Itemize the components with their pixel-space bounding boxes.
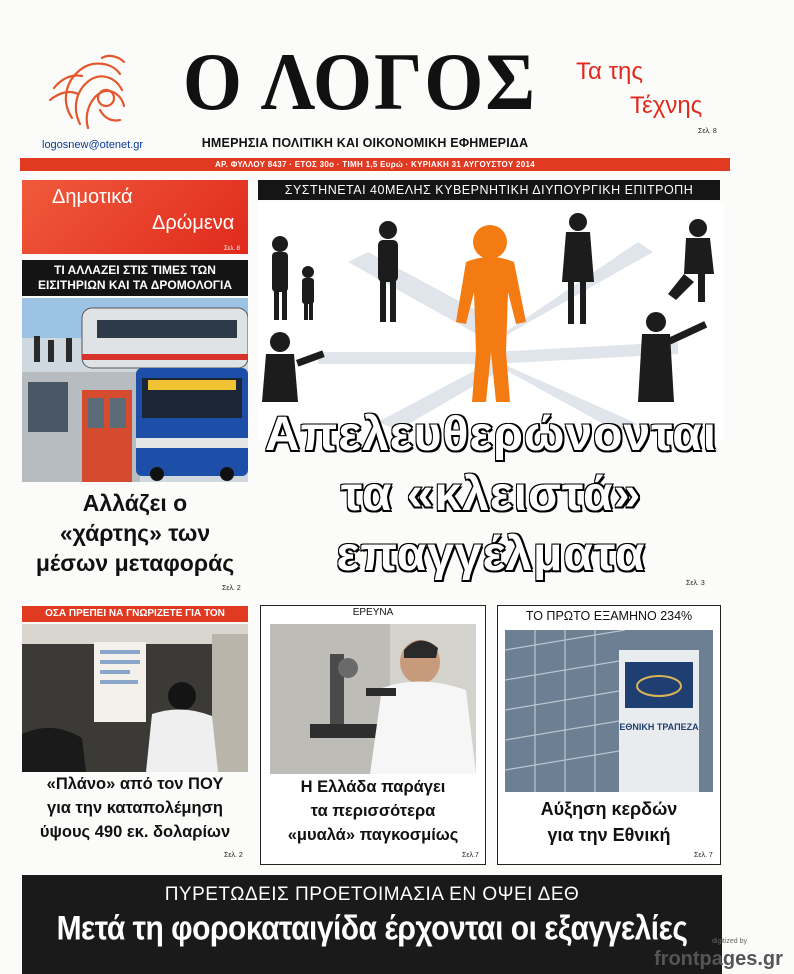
masthead-subtitle: ΗΜΕΡΗΣΙΑ ΠΟΛΙΤΙΚΗ ΚΑΙ ΟΙΚΟΝΟΜΙΚΗ ΕΦΗΜΕΡΙΔΑ (201, 136, 529, 150)
who-story-page: Σελ. 2 (224, 852, 243, 859)
research-story-photo (270, 624, 476, 774)
bank-text-line2: για την Εθνική (547, 825, 671, 845)
newspaper-logo-icon (42, 48, 138, 134)
dimotika-line2: Δρώμενα (152, 212, 235, 234)
tech-teaser-page: Σελ. 8 (698, 128, 717, 135)
main-story-headline (258, 405, 724, 585)
research-story-text (262, 775, 484, 847)
bank-sign-text: ΕΘΝΙΚΗ ΤΡΑΠΕΖΑ (619, 722, 699, 732)
bank-story-tag: ΤΟ ΠΡΩΤΟ ΕΞΑΜΗΝΟ 234% (525, 609, 693, 623)
transport-photo (22, 298, 248, 482)
transport-headline-line3: μέσων μεταφοράς (35, 550, 235, 576)
bank-text-line1: Αύξηση κερδών (540, 799, 678, 819)
main-headline-line2: τα «κλειστά» (340, 468, 642, 521)
tech-teaser-line2: Τέχνης (630, 92, 703, 119)
issue-info-bar: ΑΡ. ΦΥΛΛΟΥ 8437 · ΕΤΟΣ 30ο · ΤΙΜΗ 1,5 Ευρώ · ΚΥΡΙΑΚΗ 31 ΑΥΓΟΥΣΤΟΥ 2014 (20, 158, 730, 171)
footer-banner-headline: Μετά τη φοροκαταιγίδα έρχονται οι εξαγγελίες (56, 909, 688, 948)
who-text-line2: για την καταπολέμηση (47, 799, 223, 817)
main-headline-line1: Απελευθερώνονται (264, 408, 718, 461)
dimotika-page: Σελ. 8 (223, 246, 240, 252)
transport-headline (22, 488, 248, 578)
who-story-header: ΟΣΑ ΠΡΕΠΕΙ ΝΑ ΓΝΩΡΙΖΕΤΕ ΓΙΑ ΤΟΝ (22, 606, 248, 622)
research-text-line2: τα περισσότερα (310, 802, 436, 820)
bank-story-photo (505, 630, 713, 792)
transport-headline-line1: Αλλάζει ο (82, 490, 188, 516)
main-headline-line3: επαγγέλματα (336, 528, 646, 581)
tech-teaser-line1: Τα της (576, 58, 643, 85)
transport-headline-line2: «χάρτης» των (59, 520, 211, 546)
masthead-title: Ο ΛΟΓΟΣ (182, 36, 538, 128)
transport-page: Σελ. 2 (222, 585, 241, 592)
who-story-photo (22, 624, 248, 772)
bank-story-page: Σελ. 7 (694, 852, 713, 859)
research-tag: ΕΡΕΥΝΑ (352, 607, 394, 618)
footer-banner-kicker: ΠΥΡΕΤΩΔΕΙΣ ΠΡΟΕΤΟΙΜΑΣΙΑ ΕΝ ΟΨΕΙ ΔΕΘ (164, 884, 580, 905)
contact-email: logosnew@otenet.gr (42, 139, 144, 151)
dimotika-teaser (22, 180, 248, 254)
who-text-line1: «Πλάνο» από τον ΠΟΥ (46, 775, 224, 793)
watermark-small: digitized by (712, 938, 748, 945)
dimotika-line1: Δημοτικά (52, 186, 133, 208)
bank-story-text (497, 796, 721, 848)
main-story-page: Σελ. 3 (686, 580, 705, 587)
research-text-line3: «μυαλά» παγκοσμίως (287, 826, 459, 844)
research-story-page: Σελ.7 (462, 852, 479, 859)
watermark-large: frontpages.gr (654, 948, 783, 970)
transport-header: ΤΙ ΑΛΛΑΖΕΙ ΣΤΙΣ ΤΙΜΕΣ ΤΩΝ ΕΙΣΙΤΗΡΙΩΝ ΚΑΙ ΤΑ ΔΡΟΜΟΛΟΓΙΑ (22, 260, 248, 296)
who-story-text (22, 772, 248, 844)
who-text-line3: ύψους 490 εκ. δολαρίων (39, 823, 231, 841)
research-text-line1: Η Ελλάδα παράγει (300, 778, 446, 796)
main-story-header: ΣΥΣΤΗΝΕΤΑΙ 40ΜΕΛΗΣ ΚΥΒΕΡΝΗΤΙΚΗ ΔΙΥΠΟΥΡΓΙΚΗ ΕΠΙΤΡΟΠΗ (258, 180, 720, 200)
